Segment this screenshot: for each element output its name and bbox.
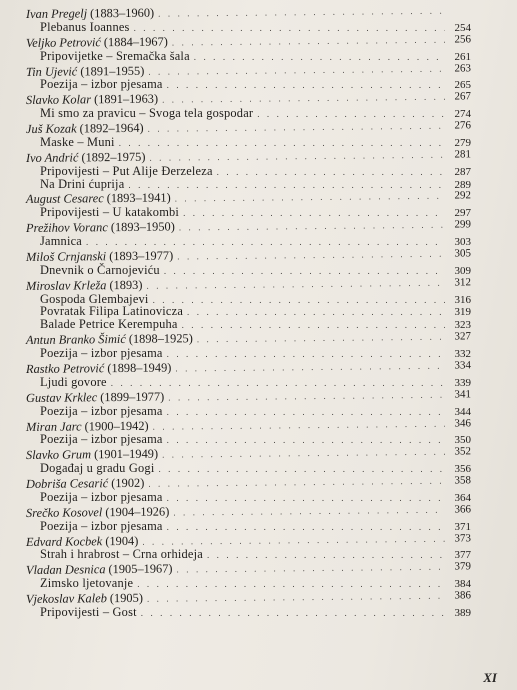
- page-ref: 344: [454, 405, 471, 418]
- page-ref: 289: [454, 178, 471, 191]
- page-ref: 386: [454, 589, 472, 602]
- work-title: Povratak Filipa Latinovicza: [40, 304, 184, 319]
- page-ref: 316: [454, 293, 471, 306]
- page-ref: 323: [454, 319, 471, 332]
- author-years: (1893–1950): [110, 219, 175, 235]
- author-years: (1905–1967): [108, 561, 173, 577]
- author-name: Ivan Pregelj: [25, 6, 88, 21]
- page-ref: 352: [454, 445, 472, 458]
- toc-work-line: [26, 21, 471, 34]
- page-ref: 287: [454, 165, 471, 178]
- author-name: Vjekoslav Kaleb: [25, 591, 107, 607]
- page-ref: 389: [454, 607, 471, 620]
- page-ref: 297: [454, 207, 471, 220]
- dot-leader: [158, 5, 445, 21]
- author-name: Miloš Crnjanski: [25, 249, 107, 265]
- work-title: Plebanus Ioannes: [40, 19, 130, 34]
- page-ref: 305: [454, 247, 472, 260]
- toc-author-line: [26, 387, 471, 404]
- author-years: (1904–1926): [105, 504, 170, 520]
- page-ref: 281: [454, 148, 472, 161]
- work-title: Gospoda Glembajevi: [40, 291, 149, 306]
- dot-leader: [197, 331, 445, 346]
- work-title: Strah i hrabrost – Crna orhideja: [40, 547, 203, 562]
- author-name: Miroslav Krleža: [25, 277, 107, 293]
- page-ref: 379: [454, 560, 472, 573]
- toc-author-line: [26, 147, 471, 164]
- page-ref: 339: [454, 376, 471, 389]
- author-years: (1898–1949): [107, 360, 172, 376]
- page-ref: 276: [454, 119, 472, 132]
- toc-author-line: [26, 3, 471, 20]
- toc-entry: [25, 33, 472, 63]
- toc-author-line: [26, 560, 471, 577]
- page-ref: 312: [454, 276, 472, 289]
- author-years: (1893–1977): [109, 248, 174, 264]
- author-name: Slavko Grum: [25, 447, 92, 463]
- author-years: (1904): [105, 533, 139, 548]
- work-title: Poezija – izbor pjesama: [40, 432, 163, 447]
- dot-leader: [148, 120, 446, 136]
- toc-work-line: [26, 606, 471, 619]
- author-years: (1898–1925): [128, 331, 193, 347]
- toc-entry: [25, 416, 472, 447]
- toc-entry: [25, 503, 472, 533]
- toc-work-line: [26, 50, 471, 63]
- author-years: (1893): [109, 277, 143, 292]
- toc-author-line: [26, 531, 471, 548]
- work-title: Poezija – izbor pjesama: [40, 489, 163, 504]
- page-ref: 261: [454, 50, 471, 63]
- work-title: Pripovijesti – U katakombi: [40, 205, 180, 220]
- author-years: (1892–1964): [79, 120, 144, 136]
- page-ref: 334: [454, 359, 472, 372]
- page-ref: 292: [454, 189, 472, 202]
- page-ref: 358: [454, 474, 472, 487]
- author-name: Miran Jarc: [25, 418, 82, 434]
- toc-entry: [25, 5, 471, 34]
- dot-leader: [148, 475, 445, 491]
- author-years: (1902): [111, 475, 145, 491]
- author-name: Antun Branko Šimić: [25, 332, 126, 348]
- work-title: Dnevnik o Čarnojeviću: [40, 262, 160, 277]
- author-years: (1901–1949): [93, 446, 159, 462]
- work-title: Poezija – izbor pjesama: [40, 518, 163, 533]
- toc-work-line: [26, 462, 471, 475]
- toc-author-line: [26, 473, 471, 490]
- toc-work-line: [26, 235, 471, 248]
- work-title: Poezija – izbor pjesama: [40, 403, 163, 418]
- toc-author-line: [26, 90, 471, 107]
- table-of-contents: [25, 5, 472, 622]
- author-name: Gustav Krklec: [25, 390, 98, 405]
- page-ref: 371: [454, 520, 471, 533]
- dot-leader: [175, 360, 445, 376]
- toc-author-line: [26, 330, 471, 347]
- page-ref: 254: [454, 21, 471, 34]
- work-title: Pripovijesti – Gost: [40, 605, 137, 620]
- toc-author-line: [26, 589, 471, 606]
- toc-work-line: [26, 165, 471, 178]
- toc-entry: [25, 189, 472, 220]
- page-ref: 303: [454, 236, 471, 249]
- dot-leader: [146, 276, 445, 292]
- toc-work-line: [26, 264, 471, 277]
- page-number: XI: [483, 670, 497, 685]
- author-years: (1883–1960): [90, 5, 155, 21]
- author-name: Veljko Petrović: [25, 34, 101, 50]
- toc-entry: [25, 388, 472, 418]
- toc-entry: [25, 61, 472, 92]
- dot-leader: [168, 388, 445, 404]
- work-title: Događaj u gradu Gogi: [40, 461, 155, 476]
- toc-work-line: [26, 405, 471, 418]
- toc-entry: [25, 90, 472, 121]
- toc-entry: [25, 532, 472, 562]
- page-ref: 267: [454, 90, 472, 103]
- toc-entry: [25, 330, 472, 360]
- page-ref: 373: [454, 532, 472, 545]
- toc-author-line: [26, 32, 471, 49]
- toc-entry: [25, 474, 472, 504]
- author-years: (1892–1975): [81, 149, 146, 165]
- page-ref: 350: [454, 434, 471, 447]
- dot-leader: [162, 446, 445, 462]
- page-ref: 356: [454, 463, 471, 476]
- toc-work-line: [26, 520, 471, 533]
- author-years: (1884–1967): [103, 34, 168, 49]
- toc-author-line: [26, 358, 471, 375]
- page-ref: 327: [454, 330, 472, 343]
- work-title: Mi smo za pravicu – Svoga tela gospodar: [40, 106, 254, 121]
- page-ref: 332: [454, 348, 471, 360]
- author-name: Edvard Kocbek: [25, 533, 103, 549]
- toc-author-line: [26, 416, 471, 433]
- toc-work-line: [26, 376, 471, 389]
- toc-author-line: [26, 61, 471, 78]
- toc-entry: [25, 119, 472, 149]
- author-years: (1899–1977): [100, 389, 165, 404]
- dot-leader: [153, 417, 445, 433]
- toc-work-line: [26, 107, 471, 120]
- page-ref: 319: [454, 306, 471, 319]
- work-title: Na Drini ćuprija: [40, 176, 125, 191]
- work-title: Maske – Muni: [40, 134, 115, 149]
- toc-author-line: [26, 246, 471, 263]
- dot-leader: [187, 306, 445, 319]
- page-ref: 279: [454, 136, 471, 149]
- author-years: (1891–1955): [80, 63, 145, 78]
- work-title: Jamnica: [40, 234, 82, 249]
- author-years: (1900–1942): [84, 418, 149, 433]
- toc-author-line: [26, 445, 471, 462]
- author-name: Tin Ujević: [25, 64, 78, 79]
- page-ref: 299: [454, 218, 472, 231]
- dot-leader: [142, 532, 445, 548]
- dot-leader: [148, 62, 445, 78]
- author-name: Dobriša Cesarić: [25, 476, 109, 492]
- author-years: (1905): [109, 591, 143, 606]
- page-ref: 364: [454, 491, 471, 504]
- page-ref: 366: [454, 503, 472, 516]
- author-name: Slavko Kolar: [25, 92, 92, 108]
- author-name: Srečko Kosovel: [25, 505, 103, 520]
- toc-entry: [25, 589, 472, 620]
- author-name: Vladan Desnica: [25, 562, 106, 578]
- page-ref: 263: [454, 61, 472, 75]
- dot-leader: [179, 219, 445, 235]
- page-ref: 377: [454, 549, 471, 562]
- work-title: Poezija – izbor pjesama: [40, 77, 163, 92]
- author-name: Juš Kozak: [25, 121, 77, 137]
- toc-author-line: [26, 275, 471, 292]
- work-title: Balade Petrice Kerempuha: [40, 317, 178, 332]
- work-title: Poezija – izbor pjesama: [40, 346, 163, 360]
- page-ref: 346: [454, 416, 472, 430]
- toc-entry: [25, 359, 472, 389]
- dot-leader: [175, 190, 445, 206]
- work-title: Zimsko ljetovanje: [40, 576, 134, 591]
- toc-entry: [25, 445, 472, 476]
- author-name: Ivo Andrić: [25, 150, 79, 165]
- toc-entry: [25, 247, 472, 277]
- work-title: Ljudi govore: [40, 374, 107, 389]
- toc-work-line: [26, 491, 471, 504]
- toc-entry: [25, 276, 472, 332]
- toc-work-line: [26, 136, 471, 149]
- toc-entry: [25, 148, 472, 191]
- toc-entry: [25, 560, 472, 591]
- dot-leader: [153, 294, 445, 307]
- toc-author-line: [26, 189, 471, 206]
- toc-author-line: [26, 502, 471, 519]
- work-title: Pripovijetke – Sremačka šala: [40, 48, 190, 63]
- dot-leader: [176, 561, 445, 577]
- page-ref: 274: [454, 108, 471, 121]
- author-years: (1893–1941): [106, 190, 171, 206]
- toc-author-line: [26, 218, 471, 235]
- author-name: Prežihov Voranc: [25, 220, 108, 236]
- page-ref: 384: [454, 578, 471, 591]
- page-ref: 265: [454, 79, 471, 92]
- page-ref: 309: [454, 264, 471, 277]
- author-name: August Cesarec: [25, 191, 104, 207]
- work-title: Pripovijesti – Put Alije Đerzeleza: [40, 163, 213, 178]
- dot-leader: [173, 504, 445, 520]
- dot-leader: [162, 91, 445, 107]
- dot-leader: [147, 590, 445, 606]
- dot-leader: [217, 166, 445, 179]
- dot-leader: [172, 33, 445, 49]
- dot-leader: [149, 149, 445, 165]
- dot-leader: [141, 607, 445, 620]
- toc-author-line: [26, 118, 471, 135]
- page-ref: 256: [454, 33, 472, 46]
- page-ref: 341: [454, 388, 472, 401]
- author-name: Rastko Petrović: [25, 361, 105, 376]
- dot-leader: [177, 248, 445, 264]
- author-years: (1891–1963): [93, 91, 159, 107]
- toc-entry: [25, 218, 472, 249]
- toc-work-line: [26, 347, 471, 360]
